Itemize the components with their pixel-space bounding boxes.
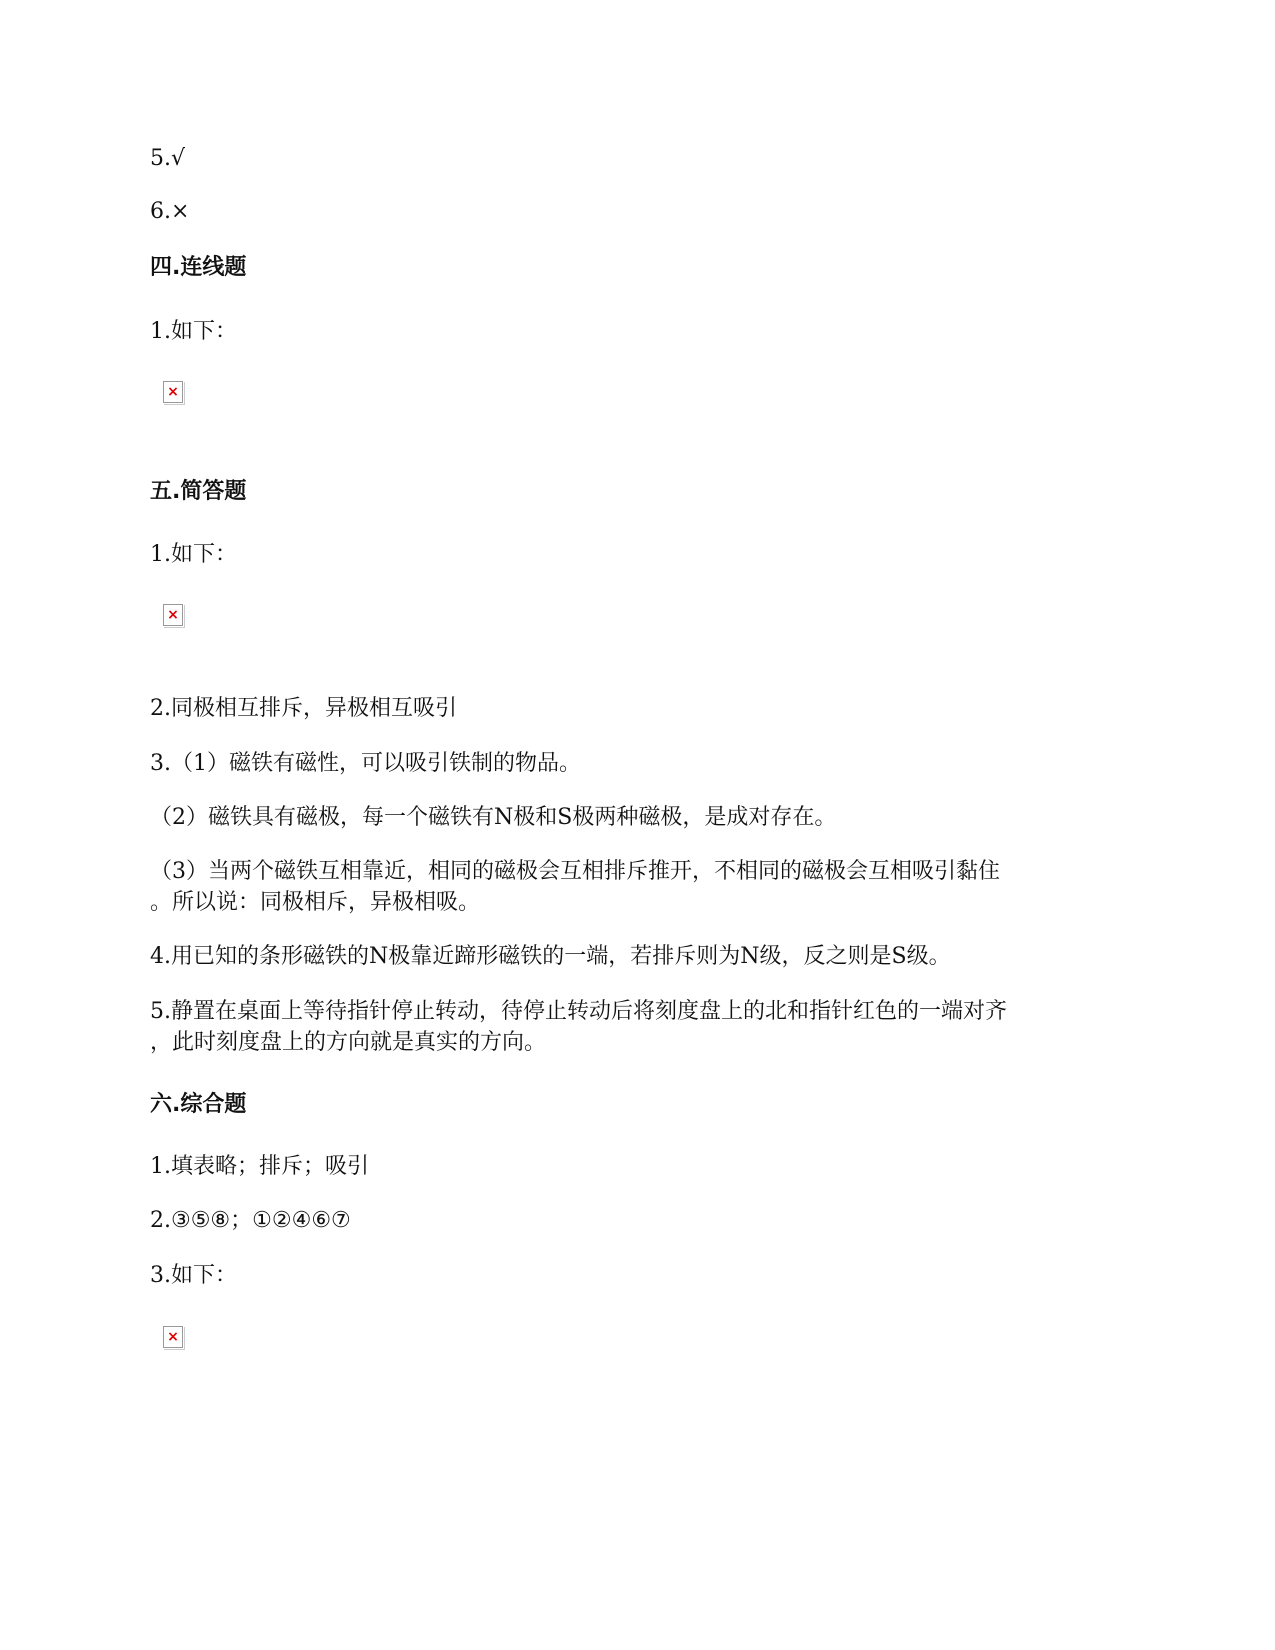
section-4-heading: 四.连线题 bbox=[150, 255, 247, 280]
broken-image-icon: × bbox=[163, 381, 183, 403]
section-6-item-2: 2.③⑤⑧；①②④⑥⑦ bbox=[150, 1208, 351, 1233]
broken-image-icon: × bbox=[163, 604, 183, 626]
section-5-item-4: 4.用已知的条形磁铁的N极靠近蹄形磁铁的一端，若排斥则为N级，反之则是S级。 bbox=[150, 944, 951, 969]
section-6-heading: 六.综合题 bbox=[150, 1092, 247, 1117]
answer-5: 5.√ bbox=[150, 146, 186, 171]
section-5-item-5-cont: ，此时刻度盘上的方向就是真实的方向。 bbox=[150, 1030, 547, 1055]
broken-image-icon: × bbox=[163, 1326, 183, 1348]
section-6-item-1: 1.填表略；排斥；吸引 bbox=[150, 1154, 369, 1179]
answer-6: 6.× bbox=[150, 199, 190, 224]
section-5-item-3: 3.（1）磁铁有磁性，可以吸引铁制的物品。 bbox=[150, 751, 581, 776]
section-5-item-3-3-cont: 。所以说：同极相斥，异极相吸。 bbox=[150, 890, 481, 915]
section-5-item-5: 5.静置在桌面上等待指针停止转动，待停止转动后将刻度盘上的北和指针红色的一端对齐 bbox=[150, 999, 1007, 1024]
section-5-heading: 五.简答题 bbox=[150, 479, 247, 504]
section-6-item-3: 3.如下： bbox=[150, 1263, 237, 1288]
section-5-item-1: 1.如下： bbox=[150, 542, 237, 567]
section-5-item-2: 2.同极相互排斥，异极相互吸引 bbox=[150, 696, 457, 721]
section-5-item-3-2: （2）磁铁具有磁极，每一个磁铁有N极和S极两种磁极，是成对存在。 bbox=[150, 805, 837, 830]
section-4-item-1: 1.如下： bbox=[150, 319, 237, 344]
section-5-item-3-3: （3）当两个磁铁互相靠近，相同的磁极会互相排斥推开，不相同的磁极会互相吸引黏住 bbox=[150, 859, 1000, 884]
